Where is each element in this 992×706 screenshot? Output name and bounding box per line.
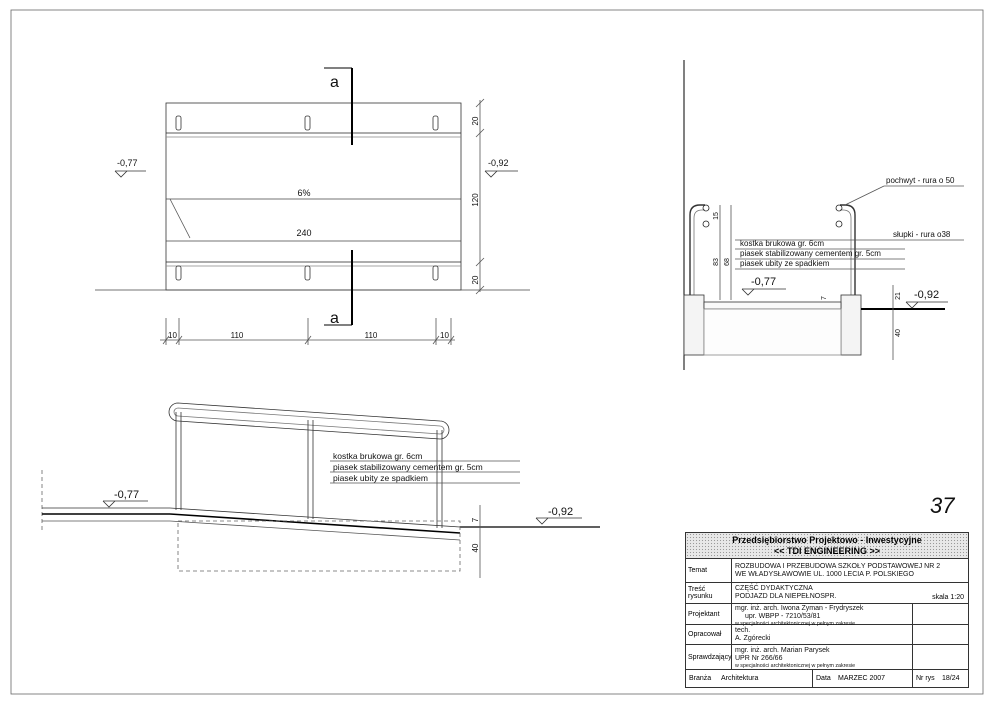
cross-handrail-left xyxy=(690,205,705,295)
plan-dim-horizontal-ticks xyxy=(163,318,454,345)
cross-curb-right xyxy=(841,295,861,355)
value-sprawdzajacy xyxy=(735,647,855,669)
section-level-left: -0,77 xyxy=(114,489,140,501)
value-branza: Architektura xyxy=(721,675,759,682)
drawing-scale: skala 1:20 xyxy=(932,594,964,601)
row-temat xyxy=(686,559,968,583)
plan-view xyxy=(95,68,530,345)
label-tresc: Treść rysunku xyxy=(686,583,732,603)
sprawdzajacy-scope: w specjalności architektonicznej w pełnym zakresie xyxy=(735,663,856,669)
cross-label-posts: słupki - rura o38 xyxy=(893,230,951,239)
section-layer-3: piasek ubity ze spadkiem xyxy=(333,473,428,483)
cross-leader-handrail-pt xyxy=(845,186,884,205)
row-sprawdzajacy xyxy=(686,645,968,670)
cross-level-triangle-right xyxy=(906,302,918,308)
value-data: MARZEC 2007 xyxy=(838,675,886,682)
plan-dim-h-3: 10 xyxy=(440,331,449,340)
plan-length-label: 240 xyxy=(296,228,312,238)
plan-dim-v-2: 20 xyxy=(471,275,480,285)
section-level-triangle-left xyxy=(103,501,115,507)
value-nr-rys: 18/24 xyxy=(942,675,960,682)
projektant-licence: upr. WBPP - 7210/53/81 xyxy=(745,613,821,620)
cross-rail-pipe-right-1 xyxy=(836,205,842,211)
cross-dim-5: 40 xyxy=(895,329,902,337)
foundation-outline xyxy=(178,521,460,571)
cross-label-handrail: pochwyt - rura o 50 xyxy=(886,176,955,185)
plan-level-left: -0,77 xyxy=(117,158,138,168)
row-branza xyxy=(686,670,968,688)
cross-layer-1: kostka brukowa gr. 6cm xyxy=(740,239,825,248)
cross-section xyxy=(684,60,964,370)
company-brand: << TDI ENGINEERING >> xyxy=(773,546,881,556)
company-name: Przedsiębiorstwo Projektowo - Inwestycyjne xyxy=(732,535,922,545)
signature-cell-divider xyxy=(912,645,913,669)
cross-base xyxy=(704,309,841,355)
plan-dim-h-0: 10 xyxy=(168,331,177,340)
section-level-triangle-right xyxy=(536,518,548,524)
cross-dim-2: 68 xyxy=(724,258,731,266)
section-marker-top: a xyxy=(330,74,339,91)
temat-line-2: WE WŁADYSŁAWOWIE UL. 1000 LECIA P. POLSKIEGO xyxy=(735,571,914,578)
plan-posts xyxy=(176,116,438,280)
projektant-scope: w specjalności architektonicznej w pełnym zakresie xyxy=(735,621,856,627)
row-opracowal xyxy=(686,625,968,645)
section-level-right: -0,92 xyxy=(548,506,574,518)
cross-level-triangle-left xyxy=(742,289,754,295)
tresc-line-2: PODJAZD DLA NIEPEŁNOSPR. xyxy=(735,593,837,600)
cross-level-left: -0,77 xyxy=(751,276,777,288)
temat-line-1: ROZBUDOWA I PRZEBUDOWA SZKOŁY PODSTAWOWEJ NR 2 xyxy=(735,563,941,570)
row-projektant xyxy=(686,604,968,625)
value-projektant xyxy=(735,605,863,627)
cross-rail-pipe-left-1 xyxy=(703,205,709,211)
section-layer-2: piasek stabilizowany cementem gr. 5cm xyxy=(333,462,483,472)
cell-divider-nr xyxy=(912,670,913,688)
plan-level-right: -0,92 xyxy=(488,158,509,168)
value-temat xyxy=(735,563,940,579)
plan-dim-h-1: 110 xyxy=(230,331,244,340)
cross-dim-0: 15 xyxy=(713,212,720,220)
cross-layer-2: piasek stabilizowany cementem gr. 5cm xyxy=(740,249,881,258)
value-opracowal xyxy=(735,627,770,643)
label-branza: Branża xyxy=(689,675,712,682)
cross-level-right: -0,92 xyxy=(914,289,940,301)
projektant-name: mgr. inż. arch. Iwona Zyman - Frydryszek xyxy=(735,605,864,612)
level-triangle-right xyxy=(485,171,497,177)
sprawdzajacy-licence: UPR Nr 266/66 xyxy=(735,655,783,662)
cross-rail-pipe-right-2 xyxy=(836,221,842,227)
sheet-number: 37 xyxy=(930,493,955,518)
sprawdzajacy-name: mgr. inż. arch. Marian Parysek xyxy=(735,647,830,654)
label-projektant: Projektant xyxy=(686,604,732,624)
plan-dim-h-2: 110 xyxy=(364,331,378,340)
opracowal-name: A. Zgórecki xyxy=(735,635,771,642)
section-layer-1: kostka brukowa gr. 6cm xyxy=(333,451,423,461)
plan-dim-v-1: 120 xyxy=(471,193,480,207)
cross-paving xyxy=(704,302,841,309)
cross-dim-3: 7 xyxy=(821,296,828,300)
handrail-outer xyxy=(169,403,449,439)
cell-divider-data xyxy=(812,670,813,688)
row-tresc xyxy=(686,583,968,604)
label-data: Data xyxy=(816,675,831,682)
tresc-line-1: CZĘŚĆ DYDAKTYCZNA xyxy=(735,585,813,592)
title-block-header xyxy=(686,533,968,559)
section-view xyxy=(42,403,600,578)
opracowal-title: tech. xyxy=(735,627,751,634)
plan-dim-v-0: 20 xyxy=(471,116,480,126)
signature-cell-divider xyxy=(912,625,913,644)
cross-dim-4: 21 xyxy=(895,292,902,300)
cross-layer-3: piasek ubity ze spadkiem xyxy=(740,259,830,268)
label-opracowal: Opracował xyxy=(686,625,732,644)
plan-edge-diagonal xyxy=(170,199,190,238)
title-block xyxy=(685,532,969,688)
signature-cell-divider xyxy=(912,604,913,624)
section-dim-1: 40 xyxy=(471,543,480,553)
level-triangle-left xyxy=(115,171,127,177)
plan-slope-label: 6% xyxy=(297,188,311,198)
label-sprawdzajacy: Sprawdzający xyxy=(686,645,732,669)
cross-rail-pipe-left-2 xyxy=(703,221,709,227)
section-dim-0: 7 xyxy=(471,517,480,523)
section-marker-bottom: a xyxy=(330,310,339,327)
label-nr-rys: Nr rys xyxy=(916,675,935,682)
cross-dim-1: 83 xyxy=(713,258,720,266)
value-tresc xyxy=(735,585,837,601)
cross-curb-left xyxy=(684,295,704,355)
label-temat: Temat xyxy=(686,559,732,582)
